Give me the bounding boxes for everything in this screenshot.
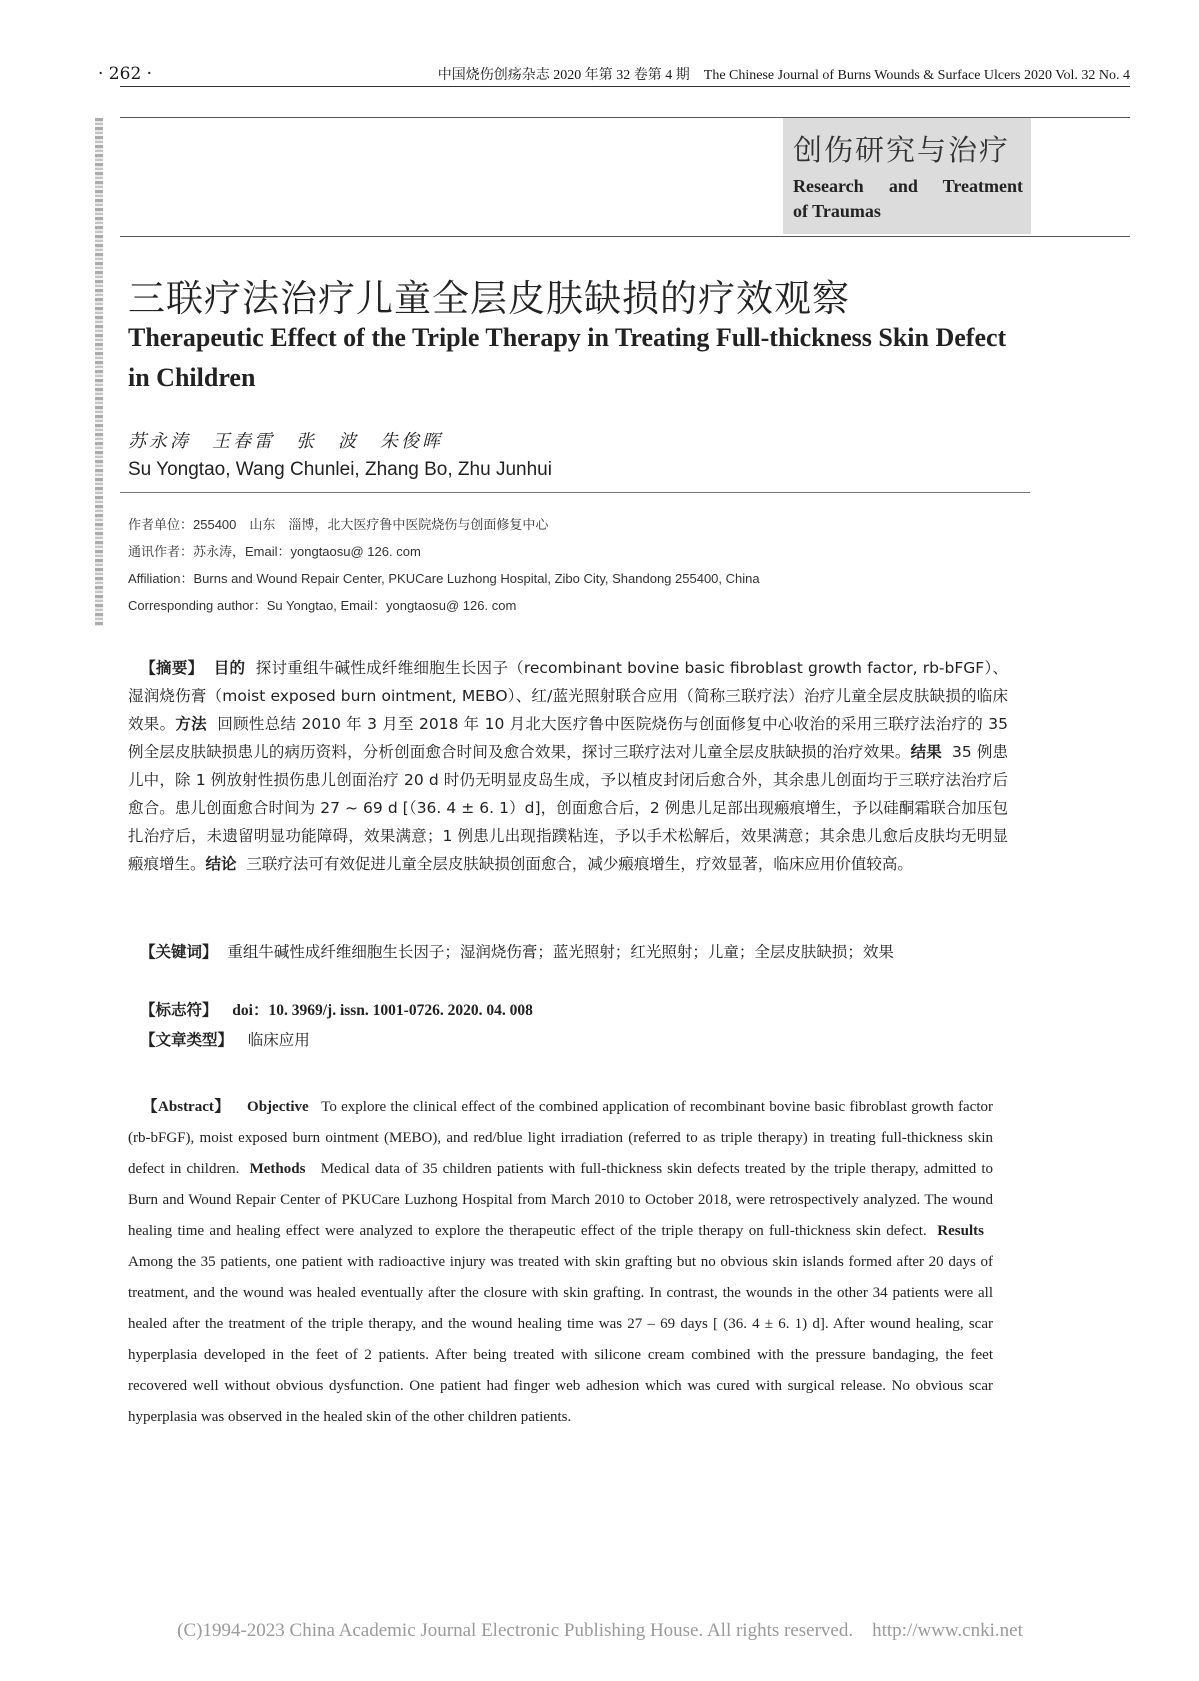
section-title-cn: 创伤研究与治疗 (793, 133, 1011, 167)
section-bottom-rule (120, 236, 1130, 237)
results-text-en: Among the 35 patients, one patient with radioactive injury was treated with skin grafting but no obvious skin islands formed after 20 days of treatment, and the wound was healed eventually after the closure with skin grafting. In contrast, the wounds in the other 34 patients were all healed after the treatment of the triple therapy, and the wound healing time was 27 – 69 days [ (36. 4 ± 6. 1) d]. After wound healing, scar hyperplasia developed in the feet of 2 patients. After being treated with silicone cream combined with the pressure bandaging, the feet recovered well without obvious dysfunction. One patient had finger web adhesion which was cured with surgical release. No obvious scar hyperplasia was observed in the healed skin of the other children patients. (128, 1254, 993, 1425)
abstract-en (128, 1092, 993, 1433)
page-number: · 262 · (98, 64, 153, 84)
section-title-en-line1: Research and Treatment (793, 176, 1023, 196)
objective-label-cn: 目的 (213, 659, 246, 677)
corresponding-cn: 通讯作者：苏永涛，Email：yongtaosu@ 126. com (128, 544, 421, 559)
keywords-cn (128, 938, 1008, 966)
methods-label-cn: 方法 (175, 715, 207, 733)
affiliation-cn: 作者单位：255400 山东 淄博，北大医疗鲁中医院烧伤与创面修复中心 (128, 517, 549, 532)
article-title-cn: 三联疗法治疗儿童全层皮肤缺损的疗效观察 (128, 277, 850, 320)
article-type-label: 【文章类型】 (140, 1031, 234, 1049)
methods-text-en: Medical data of 35 children patients with full-thickness skin defects treated by the triple therapy, admitted to Burn and Wound Repair Center of PKUCare Luzhong Hospital from March 2010 to October 2018, were retrospectively analyzed. The wound healing time and healing effect were analyzed to explore the therapeutic effect of the triple therapy on full-thickness skin defect. (128, 1161, 994, 1239)
article-type-line (128, 1026, 1008, 1054)
conclusion-text-cn: 三联疗法可有效促进儿童全层皮肤缺损创面愈合，减少瘢痕增生，疗效显著，临床应用价值较高。 (246, 855, 913, 873)
header-rule (120, 86, 1130, 87)
section-title-en-line2: of Traumas (793, 201, 881, 221)
article-type-text: 临床应用 (247, 1031, 310, 1049)
objective-text-cn: 探讨重组牛碱性成纤维细胞生长因子（recombinant bovine basic fibroblast growth factor, rb-bFGF）、湿润烧伤膏（moist exposed burn ointment, MEBO）、红/蓝光照射联合应用（简称三联疗法）治疗儿童全层皮肤缺损的临床效果。 (128, 659, 1008, 733)
methods-label-en: Methods (249, 1161, 306, 1177)
journal-running-head: 中国烧伤创疡杂志 2020 年第 32 卷第 4 期 The Chinese Journal of Burns Wounds & Surface Ulcers 2020 Vol. 32 No. 4 (437, 68, 1130, 83)
abstract-cn (128, 654, 1008, 878)
doi-label: 【标志符】 (140, 1001, 218, 1019)
results-text-cn: 35 例患儿中，除 1 例放射性损伤患儿创面治疗 20 d 时仍无明显皮岛生成，予以植皮封闭后愈合外，其余患儿创面均于三联疗法治疗后愈合。患儿创面愈合时间为 27 ~ 69 d [（36. 4 ± 6. 1）d]，创面愈合后，2 例患儿足部出现瘢痕增生，予以硅酮霜联合加压包扎治疗后，未遗留明显功能障碍，效果满意；1 例患儿出现指蹼粘连，予以手术松解后，效果满意；其余患儿愈后皮肤均无明显瘢痕增生。 (128, 743, 1008, 873)
keywords-text: 重组牛碱性成纤维细胞生长因子；湿润烧伤膏；蓝光照射；红光照射；儿童；全层皮肤缺损；效果 (227, 943, 894, 961)
results-label-en: Results (937, 1223, 984, 1239)
keywords-label: 【关键词】 (140, 943, 218, 961)
objective-label-en: Objective (247, 1099, 309, 1115)
affiliation-en: Affiliation：Burns and Wound Repair Center, PKUCare Luzhong Hospital, Zibo City, Shandong 255400, China (128, 571, 760, 586)
copyright-footer: (C)1994-2023 China Academic Journal Electronic Publishing House. All rights reserved. http://www.cnki.net (177, 1620, 1023, 1641)
authors-en: Su Yongtao, Wang Chunlei, Zhang Bo, Zhu Junhui (128, 459, 552, 480)
corresponding-en: Corresponding author：Su Yongtao, Email：yongtaosu@ 126. com (128, 598, 517, 613)
authors-cn: 苏永涛 王春雷 张 波 朱俊晖 (128, 431, 443, 452)
objective-text-en: To explore the clinical effect of the combined application of recombinant bovine basic fibroblast growth factor (rb-bFGF), moist exposed burn ointment (MEBO), and red/blue light irradiation (referred to as triple therapy) in treating full-thickness skin defect in children. (128, 1099, 993, 1177)
authors-rule (120, 492, 1030, 493)
results-label-cn: 结果 (910, 743, 942, 761)
abstract-cn-label: 【摘要】 (140, 659, 204, 677)
abstract-en-label: 【Abstract】 (142, 1099, 230, 1115)
article-title-en: Therapeutic Effect of the Triple Therapy in Treating Full-thickness Skin Defect in Children (128, 323, 1007, 392)
doi-line (128, 996, 1008, 1025)
methods-text-cn: 回顾性总结 2010 年 3 月至 2018 年 10 月北大医疗鲁中医院烧伤与创面修复中心收治的采用三联疗法治疗的 35 例全层皮肤缺损患儿的病历资料，分析创面愈合时间及愈合效果，探讨三联疗法对儿童全层皮肤缺损的治疗效果。 (128, 715, 1008, 761)
doi-text: doi：10. 3969/j. issn. 1001-0726. 2020. 04. 008 (232, 1002, 533, 1019)
binding-edge (95, 118, 103, 626)
conclusion-label-cn: 结论 (205, 855, 237, 873)
